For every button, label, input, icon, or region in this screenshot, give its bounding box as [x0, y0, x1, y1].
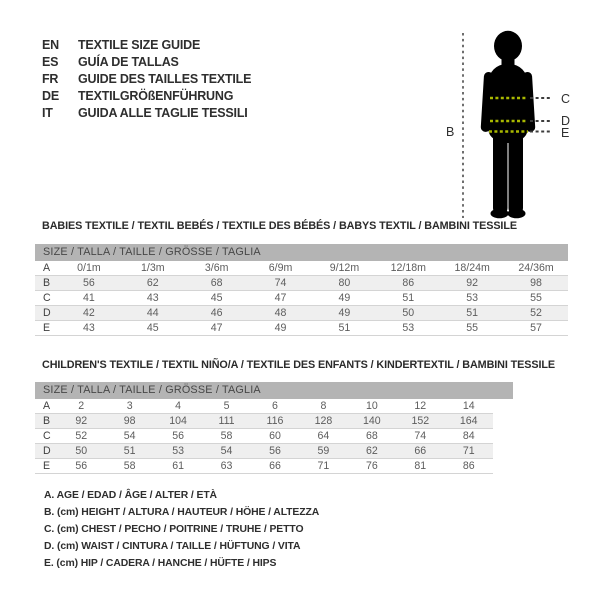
row-label: D	[43, 445, 51, 457]
table-cell: 59	[317, 445, 330, 457]
table-row	[35, 429, 493, 444]
table-cell: 54	[220, 445, 233, 457]
babies-size-table	[35, 244, 568, 336]
table-cell: 47	[210, 322, 223, 334]
table-cell: 51	[123, 445, 136, 457]
babies-table-rows	[35, 261, 568, 336]
table-row	[35, 414, 493, 429]
table-cell: 60	[269, 430, 281, 442]
size-header-bar: SIZE / TALLA / TAILLE / GRÖSSE / TAGLIA	[35, 244, 568, 261]
table-cell: 43	[146, 292, 159, 304]
table-cell: 12/18m	[390, 262, 426, 274]
table-cell: 76	[365, 460, 378, 472]
table-cell: 50	[75, 445, 88, 457]
table-cell: 58	[123, 460, 136, 472]
table-cell: 0/1m	[77, 262, 101, 274]
silhouette	[481, 31, 536, 219]
table-cell: 68	[210, 277, 223, 289]
legend-line: B. (cm) HEIGHT / ALTURA / HAUTEUR / HÖHE / ALTEZZA	[44, 507, 320, 518]
row-label: B	[43, 415, 51, 427]
table-cell: 1/3m	[141, 262, 165, 274]
table-cell: 54	[123, 430, 136, 442]
row-label: C	[43, 430, 51, 442]
language-code: ES	[42, 55, 59, 69]
language-code: EN	[42, 38, 59, 52]
language-title: GUÍA DE TALLAS	[78, 55, 179, 69]
table-cell: 42	[83, 307, 95, 319]
table-cell: 152	[411, 415, 430, 427]
table-cell: 50	[402, 307, 415, 319]
row-label: D	[43, 307, 51, 319]
table-cell: 164	[459, 415, 478, 427]
label-c: C	[561, 92, 571, 106]
table-cell: 71	[317, 460, 330, 472]
table-cell: 14	[462, 400, 475, 412]
language-code: DE	[42, 89, 59, 103]
legend-line: C. (cm) CHEST / PECHO / POITRINE / TRUHE / PETTO	[44, 524, 304, 535]
row-label: B	[43, 277, 51, 289]
row-label: A	[43, 400, 51, 412]
table-cell: 51	[466, 307, 479, 319]
table-cell: 128	[314, 415, 333, 427]
children-table-title: CHILDREN'S TEXTILE / TEXTIL NIÑO/A / TEXTILE DES ENFANTS / KINDERTEXTIL / BAMBINI TESSILE	[42, 359, 555, 371]
table-cell: 51	[338, 322, 351, 334]
table-cell: 56	[83, 277, 95, 289]
table-cell: 61	[172, 460, 184, 472]
label-e: E	[561, 126, 570, 140]
table-cell: 53	[172, 445, 184, 457]
table-cell: 49	[338, 307, 351, 319]
table-cell: 44	[146, 307, 159, 319]
language-title: TEXTILGRÖßENFÜHRUNG	[78, 89, 234, 103]
row-label: C	[43, 292, 51, 304]
legend-line: E. (cm) HIP / CADERA / HANCHE / HÜFTE / HIPS	[44, 558, 277, 569]
label-b: B	[446, 125, 455, 139]
table-cell: 84	[462, 430, 475, 442]
table-row	[35, 444, 493, 459]
measurement-legend	[44, 487, 319, 572]
table-cell: 98	[530, 277, 542, 289]
row-label: E	[43, 460, 51, 472]
table-cell: 86	[402, 277, 415, 289]
table-cell: 51	[402, 292, 415, 304]
table-cell: 3	[126, 400, 133, 412]
table-cell: 74	[274, 277, 287, 289]
table-cell: 53	[402, 322, 415, 334]
table-cell: 52	[75, 430, 88, 442]
table-cell: 56	[269, 445, 281, 457]
table-row	[35, 276, 568, 291]
table-cell: 6	[272, 400, 278, 412]
table-cell: 52	[530, 307, 542, 319]
language-title-block	[42, 37, 251, 122]
children-table-rows	[35, 399, 493, 474]
table-cell: 49	[274, 322, 287, 334]
language-title: TEXTILE SIZE GUIDE	[78, 38, 201, 52]
legend-line: D. (cm) WAIST / CINTURA / TAILLE / HÜFTUNG / VITA	[44, 541, 301, 552]
table-cell: 98	[123, 415, 136, 427]
table-cell: 41	[83, 292, 95, 304]
table-cell: 58	[220, 430, 233, 442]
table-cell: 116	[266, 415, 284, 427]
table-cell: 3/6m	[204, 262, 229, 274]
table-cell: 104	[169, 415, 187, 427]
size-header-bar: SIZE / TALLA / TAILLE / GRÖSSE / TAGLIA	[35, 382, 513, 399]
language-code: FR	[42, 72, 59, 86]
table-cell: 24/36m	[518, 262, 554, 274]
table-row	[35, 399, 493, 414]
language-title: GUIDA ALLE TAGLIE TESSILI	[78, 106, 248, 120]
language-row	[42, 37, 251, 54]
table-cell: 48	[274, 307, 287, 319]
table-cell: 64	[317, 430, 330, 442]
language-code: IT	[42, 106, 53, 120]
table-cell: 2	[78, 400, 85, 412]
row-label: E	[43, 322, 51, 334]
table-cell: 80	[338, 277, 351, 289]
legend-line: A. AGE / EDAD / ÂGE / ALTER / ETÀ	[44, 490, 217, 501]
table-row	[35, 291, 568, 306]
table-cell: 81	[414, 460, 427, 472]
table-row	[35, 306, 568, 321]
table-cell: 8	[320, 400, 327, 412]
babies-table-title: BABIES TEXTILE / TEXTIL BEBÉS / TEXTILE DES BÉBÉS / BABYS TEXTIL / BAMBINI TESSILE	[42, 220, 517, 232]
table-row	[35, 261, 568, 276]
table-cell: 57	[530, 322, 542, 334]
table-cell: 66	[269, 460, 281, 472]
table-cell: 62	[365, 445, 378, 457]
table-cell: 53	[466, 292, 479, 304]
table-cell: 140	[363, 415, 381, 427]
language-title: GUIDE DES TAILLES TEXTILE	[78, 72, 252, 86]
table-cell: 62	[146, 277, 159, 289]
table-cell: 66	[414, 445, 427, 457]
table-cell: 9/12m	[329, 262, 360, 274]
table-cell: 4	[175, 400, 182, 412]
table-row	[35, 321, 568, 336]
table-cell: 56	[75, 460, 88, 472]
table-cell: 45	[210, 292, 223, 304]
children-size-table	[35, 382, 513, 474]
table-cell: 6/9m	[268, 262, 293, 274]
table-cell: 12	[414, 400, 427, 412]
table-cell: 111	[218, 415, 235, 427]
table-cell: 47	[274, 292, 287, 304]
language-row	[42, 54, 251, 71]
table-cell: 71	[462, 445, 475, 457]
table-cell: 92	[466, 277, 479, 289]
label-d: D	[561, 114, 571, 128]
language-row	[42, 71, 251, 88]
table-row	[35, 459, 493, 474]
table-cell: 92	[75, 415, 88, 427]
table-cell: 46	[210, 307, 223, 319]
child-silhouette-svg	[440, 15, 600, 230]
table-cell: 55	[466, 322, 479, 334]
table-cell: 5	[223, 400, 230, 412]
table-cell: 18/24m	[454, 262, 490, 274]
row-label: A	[43, 262, 51, 274]
table-cell: 86	[462, 460, 475, 472]
language-row	[42, 105, 251, 122]
table-cell: 63	[220, 460, 233, 472]
table-cell: 49	[338, 292, 351, 304]
table-cell: 43	[83, 322, 95, 334]
table-cell: 55	[530, 292, 542, 304]
language-row	[42, 88, 251, 105]
table-cell: 68	[365, 430, 378, 442]
table-cell: 45	[146, 322, 159, 334]
table-cell: 74	[414, 430, 427, 442]
table-cell: 10	[365, 400, 378, 412]
child-figure	[440, 15, 600, 230]
table-cell: 56	[172, 430, 184, 442]
